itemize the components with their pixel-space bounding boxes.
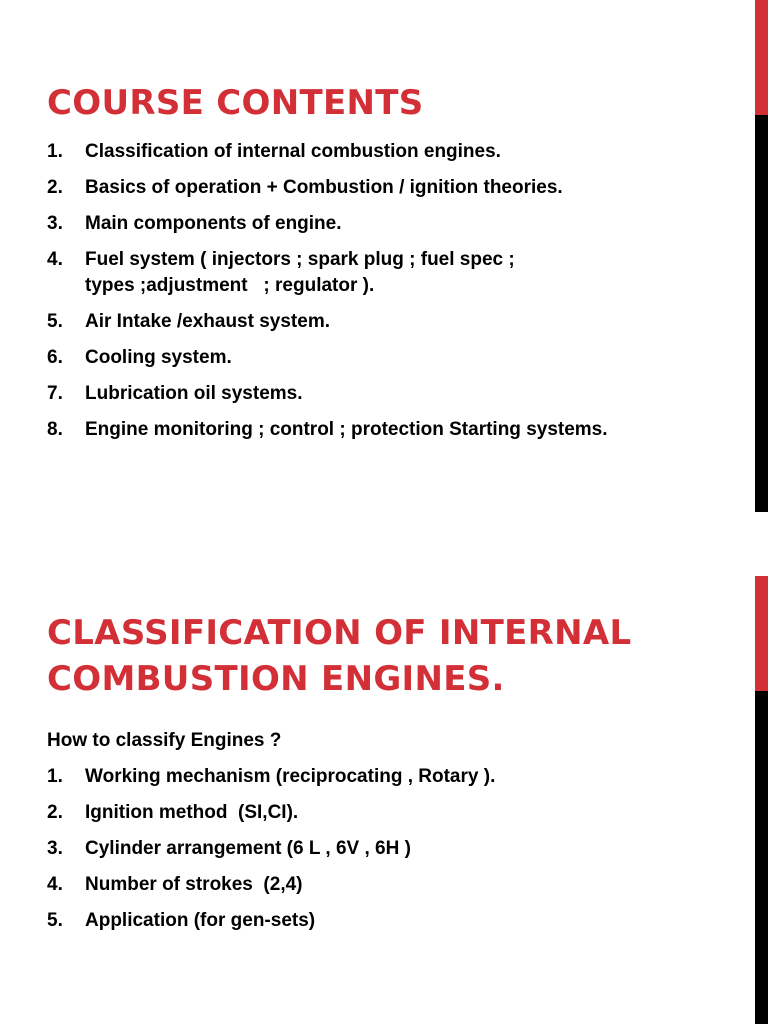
list-number: 4. xyxy=(47,249,63,270)
slide-title xyxy=(47,610,737,702)
list-item-text: Fuel system ( injectors ; spark plug ; fuel spec ; xyxy=(85,249,515,270)
list-number: 1. xyxy=(47,141,63,162)
list-item xyxy=(47,417,727,443)
list-number: 2. xyxy=(47,177,63,198)
list-item-text: Ignition method (SI,CI). xyxy=(85,802,299,823)
list-number: 6. xyxy=(47,347,63,368)
list-item-text: Cylinder arrangement (6 L , 6V , 6H ) xyxy=(85,838,411,859)
list-item xyxy=(47,139,727,165)
classification-list xyxy=(47,764,727,944)
list-item xyxy=(47,211,727,237)
intro-question: How to classify Engines ? xyxy=(47,730,282,751)
course-contents-list xyxy=(47,139,727,453)
list-item xyxy=(47,345,727,371)
list-item xyxy=(47,872,727,898)
list-number: 2. xyxy=(47,802,63,823)
list-number: 8. xyxy=(47,419,63,440)
side-bar-accent xyxy=(755,0,768,115)
list-item-text: Cooling system. xyxy=(85,347,232,368)
list-item xyxy=(47,908,727,934)
list-item-text: Working mechanism (reciprocating , Rotary ). xyxy=(85,766,496,787)
slide-title-line-2: COMBUSTION ENGINES. xyxy=(47,659,505,699)
list-number: 7. xyxy=(47,383,63,404)
list-item xyxy=(47,381,727,407)
list-item-text: Main components of engine. xyxy=(85,213,342,234)
list-item xyxy=(47,836,727,862)
list-item-text: Air Intake /exhaust system. xyxy=(85,311,330,332)
slide-title: COURSE CONTENTS xyxy=(47,83,424,123)
list-item-text: Application (for gen-sets) xyxy=(85,910,316,931)
list-item-text: Number of strokes (2,4) xyxy=(85,874,303,895)
list-item xyxy=(47,309,727,335)
list-item xyxy=(47,175,727,201)
list-item-text: Lubrication oil systems. xyxy=(85,383,303,404)
list-number: 1. xyxy=(47,766,63,787)
slide-side-bar xyxy=(755,0,768,512)
list-item xyxy=(47,764,727,790)
list-number: 3. xyxy=(47,213,63,234)
list-item-text: Engine monitoring ; control ; protection Starting systems. xyxy=(85,419,608,440)
list-item-text-continued: types ;adjustment ; regulator ). xyxy=(85,275,375,296)
slide-title-line-1: CLASSIFICATION OF INTERNAL xyxy=(47,613,632,653)
list-number: 3. xyxy=(47,838,63,859)
list-number: 5. xyxy=(47,910,63,931)
list-item-text: Classification of internal combustion engines. xyxy=(85,141,501,162)
slide-side-bar xyxy=(755,576,768,1024)
slide-classification xyxy=(0,576,768,1024)
list-number: 5. xyxy=(47,311,63,332)
list-item xyxy=(47,800,727,826)
list-item xyxy=(47,247,727,299)
list-number: 4. xyxy=(47,874,63,895)
side-bar-accent xyxy=(755,576,768,691)
list-item-text: Basics of operation + Combustion / ignition theories. xyxy=(85,177,563,198)
